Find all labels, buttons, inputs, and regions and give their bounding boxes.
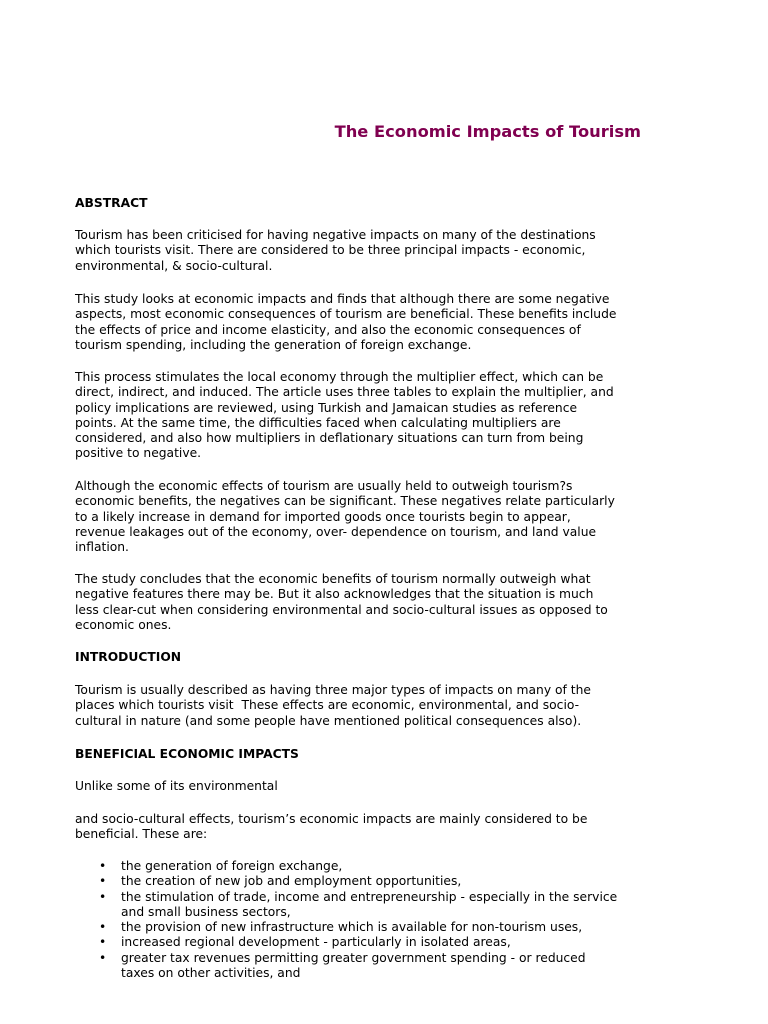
bullet-icon: •: [99, 950, 107, 965]
benefits-list: [75, 859, 617, 981]
bullet-icon: •: [99, 920, 107, 935]
beneficial-paragraph-1: Unlike some of its environmental: [75, 779, 278, 793]
list-item: [75, 920, 617, 935]
bullet-icon: •: [99, 889, 107, 904]
abstract-paragraph-4: Although the economic effects of tourism are usually held to outweigh tourism?s economic benefits, the negatives can be significant. These negatives relate particularly to a likely increase in demand for imported goods once tourists begin to appear, revenue leakages out of the economy, over- dependence on tourism, and land value inflation.: [75, 479, 615, 555]
list-item-text: greater tax revenues permitting greater government spending - or reduced taxes on other activities, and: [121, 950, 586, 981]
bullet-icon: •: [99, 859, 107, 873]
beneficial-impacts-heading: BENEFICIAL ECONOMIC IMPACTS: [75, 747, 299, 761]
list-item-text: the generation of foreign exchange,: [121, 859, 343, 873]
list-item-text: the stimulation of trade, income and entrepreneurship - especially in the service and small business sectors,: [121, 889, 618, 919]
bullet-icon: •: [99, 935, 107, 950]
abstract-paragraph-5: The study concludes that the economic benefits of tourism normally outweigh what negative features there may be. But it also acknowledges that the situation is much less clear-cut when considering environmental and socio-cultural issues as opposed to economic ones.: [75, 572, 608, 632]
document-title: The Economic Impacts of Tourism: [334, 122, 641, 141]
list-item-text: increased regional development - particularly in isolated areas,: [121, 935, 511, 950]
introduction-heading: INTRODUCTION: [75, 650, 182, 664]
bullet-icon: •: [99, 874, 107, 889]
list-item-text: the creation of new job and employment opportunities,: [121, 874, 462, 889]
abstract-paragraph-1: Tourism has been criticised for having negative impacts on many of the destinations which tourists visit. There are considered to be three principal impacts - economic, environmental, & socio-cultural.: [75, 228, 596, 273]
list-item: [75, 874, 617, 889]
abstract-heading: ABSTRACT: [75, 196, 148, 210]
introduction-paragraph: Tourism is usually described as having three major types of impacts on many of the places which tourists visit These effects are economic, environmental, and socio- cultural in nature (and some people have mentioned political consequences also).: [75, 683, 591, 728]
list-item-text: the provision of new infrastructure which is available for non-tourism uses,: [121, 920, 583, 935]
abstract-paragraph-2: This study looks at economic impacts and finds that although there are some negative aspects, most economic consequences of tourism are beneficial. These benefits include the effects of price and income elasticity, and also the economic consequences of tourism spending, including the generation of foreign exchange.: [75, 292, 617, 352]
list-item: [75, 951, 617, 982]
list-item: [75, 859, 617, 874]
list-item: [75, 890, 617, 921]
abstract-paragraph-3: This process stimulates the local economy through the multiplier effect, which can be direct, indirect, and induced. The article uses three tables to explain the multiplier, and policy implications are reviewed, using Turkish and Jamaican studies as reference points. At the same time, the difficulties faced when calculating multipliers are considered, and also how multipliers in deflationary situations can turn from being positive to negative.: [75, 370, 614, 461]
beneficial-paragraph-2: and socio-cultural effects, tourism’s economic impacts are mainly considered to be beneficial. These are:: [75, 812, 588, 842]
list-item: [75, 935, 617, 950]
